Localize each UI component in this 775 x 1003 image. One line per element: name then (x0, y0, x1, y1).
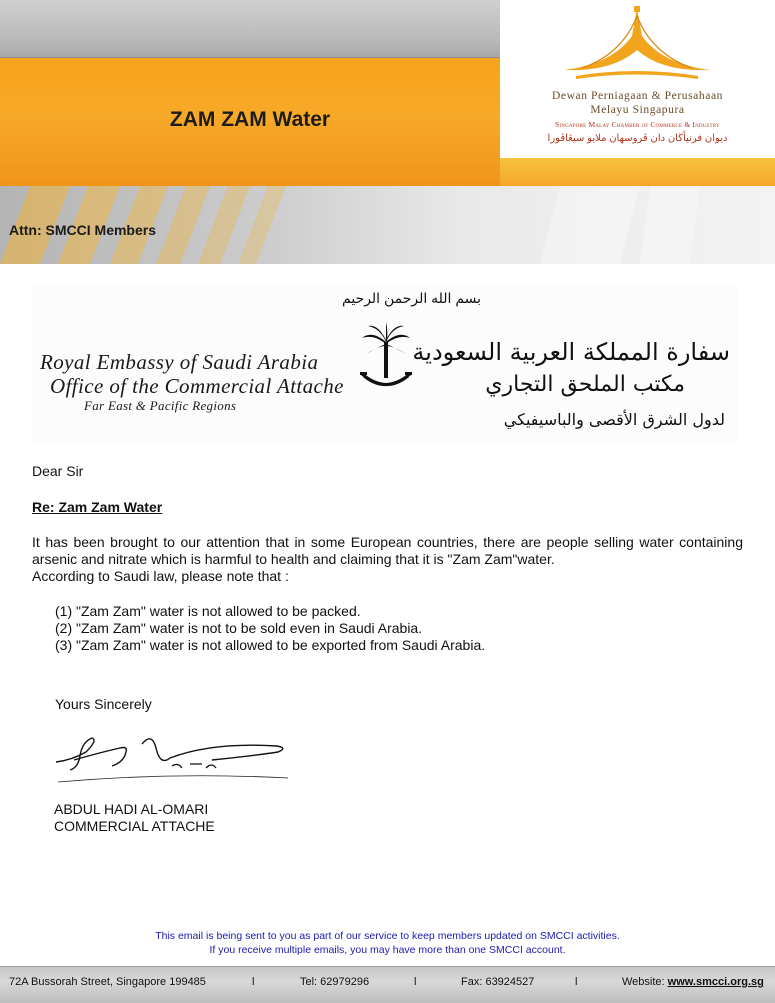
law-intro: According to Saudi law, please note that : (32, 568, 289, 584)
body-paragraph: It has been brought to our attention that in some European countries, there are people selling water containing arsenic and nitrate which is harmful to health and claiming that it is "Zam Zam"water. (32, 534, 743, 567)
signer-title: COMMERCIAL ATTACHE (54, 818, 215, 834)
letter-subject: Re: Zam Zam Water (32, 499, 163, 515)
logo-text-malay-1: Dewan Perniagaan & Perusahaan (552, 90, 723, 102)
embassy-region-arabic: لدول الشرق الأقصى والباسيفيكي (503, 410, 725, 429)
website-label: Website: (622, 976, 668, 988)
list-item: (3) "Zam Zam" water is not allowed to be exported from Saudi Arabia. (55, 637, 486, 653)
embassy-office: Office of the Commercial Attache (50, 374, 344, 398)
salutation: Dear Sir (32, 463, 84, 479)
footer-website (622, 976, 764, 988)
palm-swords-emblem-icon (358, 320, 414, 400)
bismillah-text: بسم الله الرحمن الرحيم (342, 290, 482, 306)
website-link[interactable]: www.smcci.org.sg (667, 976, 764, 988)
attn-label: Attn: SMCCI Members (9, 222, 157, 238)
embassy-name-arabic: سفارة المملكة العربية السعودية (412, 338, 730, 366)
notice-line-2: If you receive multiple emails, you may have more than one SMCCI account. (209, 944, 566, 956)
footer-separator: l (575, 976, 578, 988)
notice-line-1: This email is being sent to you as part of our service to keep members updated on SMCCI activities. (155, 930, 620, 942)
embassy-region: Far East & Pacific Regions (84, 398, 237, 413)
newsletter-title: ZAM ZAM Water (169, 108, 331, 131)
letter-body (32, 534, 743, 585)
handwritten-signature (52, 722, 292, 792)
closing: Yours Sincerely (55, 696, 152, 712)
list-item: (2) "Zam Zam" water is not to be sold even in Saudi Arabia. (55, 620, 423, 636)
embassy-office-arabic: مكتب الملحق التجاري (485, 372, 685, 397)
smcci-roof-logo-icon (552, 6, 722, 88)
embassy-name: Royal Embassy of Saudi Arabia (40, 350, 319, 374)
footer-fax: Fax: 63924527 (461, 976, 535, 988)
logo-text-english: Singapore Malay Chamber of Commerce & Industry (555, 120, 720, 129)
footer-separator: l (414, 976, 417, 988)
footer-separator: l (252, 976, 255, 988)
email-notice (0, 929, 775, 957)
logo-text-jawi: ديوان فرنيأڬان دان ڤروسهان ملايو سيڠاڤورا (547, 133, 728, 144)
logo-text-malay-2: Melayu Singapura (590, 104, 685, 116)
rules-list (55, 603, 485, 654)
logo-accent-strip (500, 158, 775, 186)
header-top-band (0, 0, 500, 58)
footer-tel: Tel: 62979296 (300, 976, 370, 988)
signer-name: ABDUL HADI AL-OMARI (54, 801, 209, 817)
footer-address: 72A Bussorah Street, Singapore 199485 (9, 976, 206, 988)
list-item: (1) "Zam Zam" water is not allowed to be packed. (55, 603, 361, 619)
